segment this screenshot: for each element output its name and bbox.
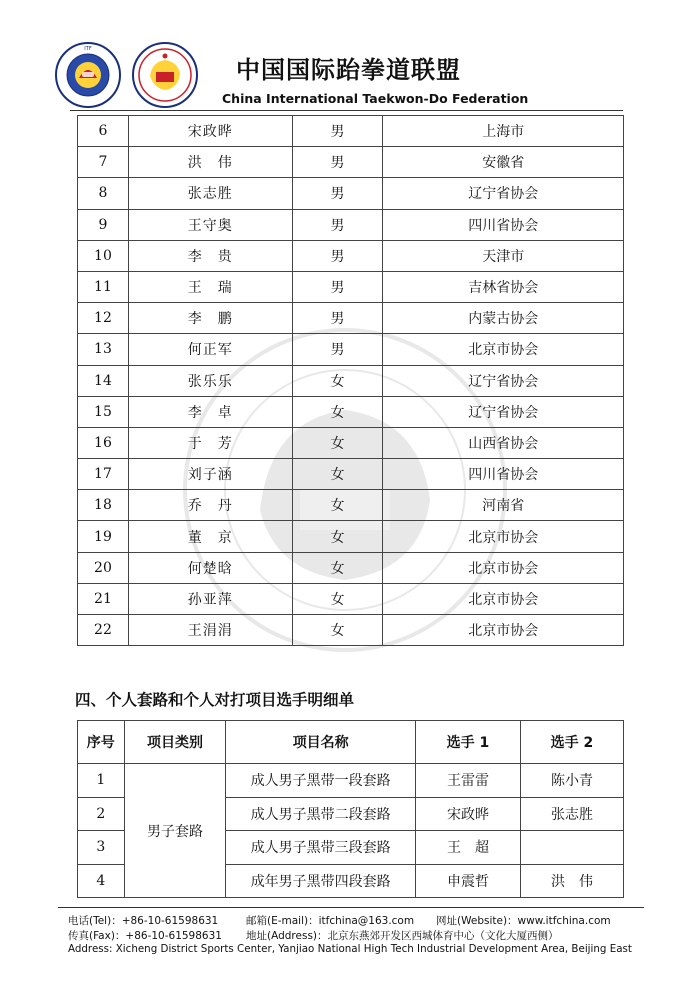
- cell-no: 15: [78, 396, 129, 427]
- cell-player1: 申震哲: [416, 864, 521, 898]
- cell-player2: 张志胜: [520, 797, 623, 831]
- table-row: [78, 209, 624, 240]
- cell-sex: 男: [292, 334, 383, 365]
- cell-player2: 洪 伟: [520, 864, 623, 898]
- footer-divider: [58, 907, 644, 908]
- cell-org: 上海市: [383, 116, 624, 147]
- cell-org: 内蒙古协会: [383, 303, 624, 334]
- table-row: [78, 240, 624, 271]
- cell-name: 何正军: [128, 334, 292, 365]
- cell-name: 李 贵: [128, 240, 292, 271]
- cell-org: 北京市协会: [383, 583, 624, 614]
- cell-sex: 男: [292, 303, 383, 334]
- cell-org: 辽宁省协会: [383, 178, 624, 209]
- table-row: [78, 459, 624, 490]
- cell-no: 7: [78, 147, 129, 178]
- col-header-player1: 选手 1: [416, 721, 521, 764]
- cell-no: 16: [78, 427, 129, 458]
- table-row: [78, 365, 624, 396]
- china-itf-logo: [132, 42, 198, 108]
- cell-org: 吉林省协会: [383, 271, 624, 302]
- cell-org: 山西省协会: [383, 427, 624, 458]
- athlete-roster-table: [77, 115, 624, 646]
- table-header-row: [78, 721, 624, 764]
- letterhead: [0, 0, 700, 112]
- cell-sex: 男: [292, 209, 383, 240]
- table-row: [78, 552, 624, 583]
- col-header-event: 项目名称: [226, 721, 416, 764]
- table-row: [78, 396, 624, 427]
- cell-event: 成人男子黑带三段套路: [226, 831, 416, 865]
- cell-name: 孙亚萍: [128, 583, 292, 614]
- cell-no: 18: [78, 490, 129, 521]
- cell-player1: 王 超: [416, 831, 521, 865]
- cell-player2: 陈小青: [520, 764, 623, 798]
- cell-player1: 宋政晔: [416, 797, 521, 831]
- table-row: [78, 615, 624, 646]
- cell-name: 何楚晗: [128, 552, 292, 583]
- org-title-zh: 中国国际跆拳道联盟: [236, 56, 461, 84]
- cell-sex: 女: [292, 365, 383, 396]
- cell-no: 11: [78, 271, 129, 302]
- cell-no: 4: [78, 864, 125, 898]
- cell-org: 河南省: [383, 490, 624, 521]
- cell-org: 安徽省: [383, 147, 624, 178]
- cell-sex: 女: [292, 615, 383, 646]
- cell-name: 李 鹏: [128, 303, 292, 334]
- cell-name: 宋政晔: [128, 116, 292, 147]
- cell-org: 天津市: [383, 240, 624, 271]
- cell-no: 10: [78, 240, 129, 271]
- cell-category: 男子套路: [124, 764, 226, 898]
- cell-org: 北京市协会: [383, 552, 624, 583]
- cell-name: 王 瑞: [128, 271, 292, 302]
- cell-player1: 王雷雷: [416, 764, 521, 798]
- table-row: [78, 271, 624, 302]
- table-row: [78, 303, 624, 334]
- footer-fax: 传真(Fax)：+86-10-61598631: [68, 930, 222, 942]
- footer-address-zh: 地址(Address)：北京东燕郊开发区西城体育中心（文化大厦西侧）: [246, 930, 559, 942]
- org-title-en: China International Taekwon-Do Federation: [222, 91, 529, 106]
- cell-name: 张志胜: [128, 178, 292, 209]
- cell-name: 于 芳: [128, 427, 292, 458]
- footer-website[interactable]: 网址(Website)：www.itfchina.com: [436, 915, 611, 927]
- cell-sex: 女: [292, 552, 383, 583]
- cell-no: 8: [78, 178, 129, 209]
- cell-sex: 男: [292, 240, 383, 271]
- table-row: [78, 116, 624, 147]
- cell-no: 12: [78, 303, 129, 334]
- itf-logo: [55, 42, 121, 108]
- cell-org: 四川省协会: [383, 459, 624, 490]
- cell-event: 成年男子黑带四段套路: [226, 864, 416, 898]
- header-divider: [70, 110, 623, 111]
- col-header-category: 项目类别: [124, 721, 226, 764]
- cell-org: 辽宁省协会: [383, 365, 624, 396]
- cell-name: 王涓涓: [128, 615, 292, 646]
- cell-no: 17: [78, 459, 129, 490]
- cell-no: 3: [78, 831, 125, 865]
- cell-sex: 女: [292, 521, 383, 552]
- cell-no: 1: [78, 764, 125, 798]
- cell-sex: 男: [292, 178, 383, 209]
- cell-sex: 男: [292, 116, 383, 147]
- cell-org: 北京市协会: [383, 334, 624, 365]
- cell-sex: 女: [292, 490, 383, 521]
- cell-no: 9: [78, 209, 129, 240]
- col-header-player2: 选手 2: [520, 721, 623, 764]
- itf-logo-text: ITF: [84, 46, 92, 52]
- table-row: [78, 764, 624, 798]
- footer-address-en: Address: Xicheng District Sports Center, Yanjiao National High Tech Industrial Development Area, Beijing East: [68, 943, 632, 955]
- cell-sex: 男: [292, 271, 383, 302]
- cell-name: 张乐乐: [128, 365, 292, 396]
- cell-event: 成人男子黑带二段套路: [226, 797, 416, 831]
- footer-email[interactable]: 邮箱(E-mail)：itfchina@163.com: [246, 915, 415, 927]
- cell-org: 北京市协会: [383, 521, 624, 552]
- cell-no: 13: [78, 334, 129, 365]
- table-row: [78, 178, 624, 209]
- cell-sex: 男: [292, 147, 383, 178]
- cell-no: 22: [78, 615, 129, 646]
- table-row: [78, 490, 624, 521]
- table-row: [78, 147, 624, 178]
- table-row: [78, 583, 624, 614]
- cell-sex: 女: [292, 427, 383, 458]
- cell-no: 21: [78, 583, 129, 614]
- table-row: [78, 521, 624, 552]
- cell-name: 董 京: [128, 521, 292, 552]
- footer-tel: 电话(Tel)：+86-10-61598631: [68, 915, 219, 927]
- cell-name: 乔 丹: [128, 490, 292, 521]
- cell-player2: [520, 831, 623, 865]
- cell-org: 北京市协会: [383, 615, 624, 646]
- cell-name: 李 卓: [128, 396, 292, 427]
- cell-sex: 女: [292, 459, 383, 490]
- cell-no: 20: [78, 552, 129, 583]
- cell-sex: 女: [292, 396, 383, 427]
- cell-org: 四川省协会: [383, 209, 624, 240]
- cell-name: 刘子涵: [128, 459, 292, 490]
- event-entries-table: [77, 720, 624, 898]
- section-heading: 四、个人套路和个人对打项目选手明细单: [75, 691, 355, 709]
- table-row: [78, 334, 624, 365]
- cell-org: 辽宁省协会: [383, 396, 624, 427]
- cell-no: 14: [78, 365, 129, 396]
- cell-name: 王守奥: [128, 209, 292, 240]
- cell-no: 19: [78, 521, 129, 552]
- table-row: [78, 427, 624, 458]
- cell-sex: 女: [292, 583, 383, 614]
- cell-no: 6: [78, 116, 129, 147]
- cell-event: 成人男子黑带一段套路: [226, 764, 416, 798]
- col-header-no: 序号: [78, 721, 125, 764]
- cell-no: 2: [78, 797, 125, 831]
- cell-name: 洪 伟: [128, 147, 292, 178]
